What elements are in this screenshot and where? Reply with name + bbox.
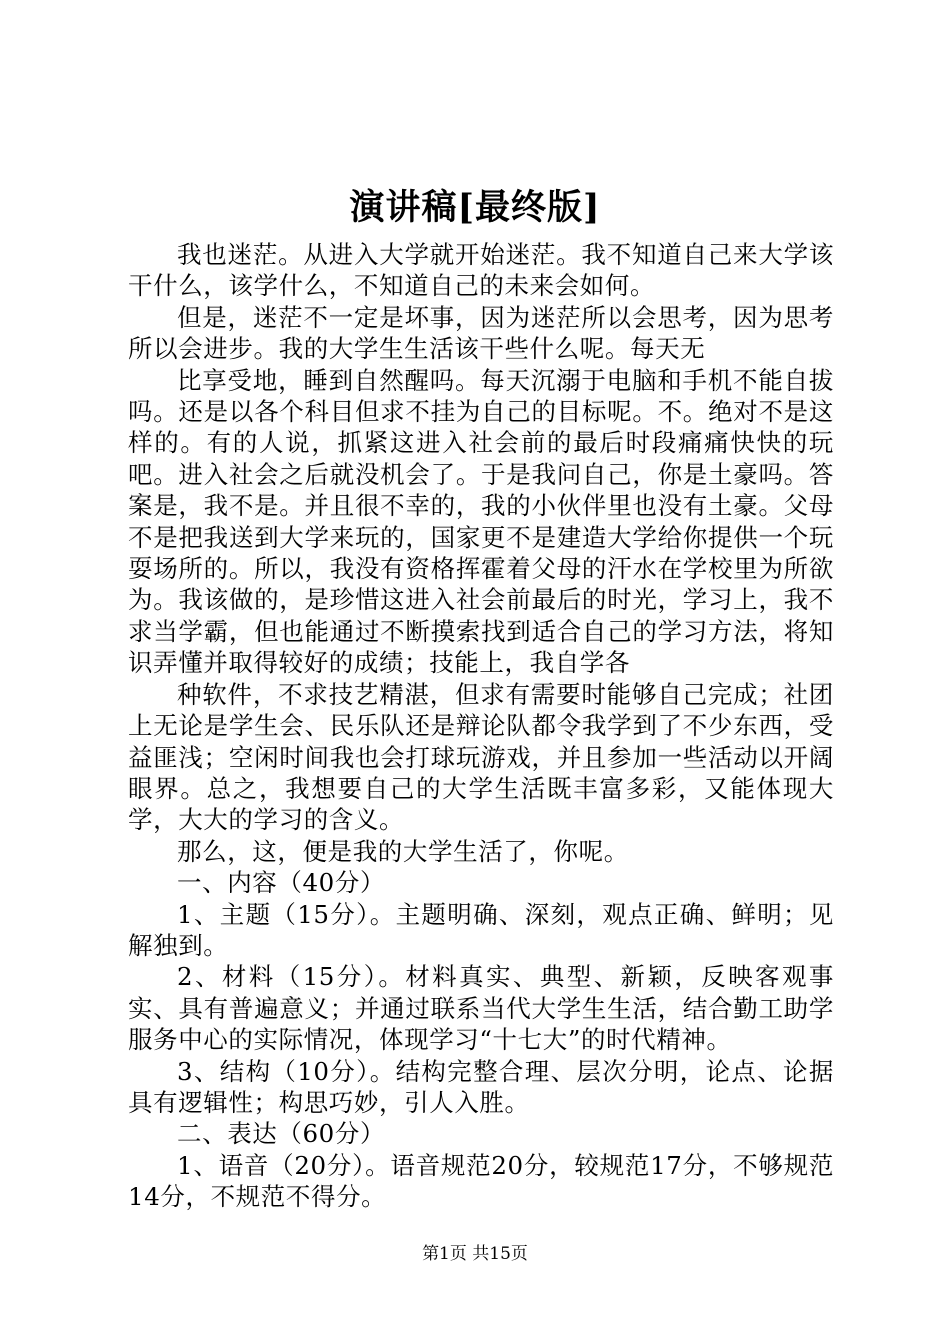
paragraph: 1、主题（15分）。主题明确、深刻，观点正确、鲜明；见解独到。 (128, 899, 834, 960)
paragraph: 那么，这，便是我的大学生活了，你呢。 (177, 836, 629, 866)
paragraph: 比享受地，睡到自然醒吗。每天沉溺于电脑和手机不能自拔吗。还是以各个科目但求不挂为自己的目标呢。不。绝对不是这样的。有的人说，抓紧这进入社会前的最后时段痛痛快快的玩吧。进入社会之后就没机会了。于是我问自己，你是土豪吗。答案是，我不是。并且很不幸的，我的小伙伴里也没有土豪。父母不是把我送到大学来玩的，国家更不是建造大学给你提供一个玩耍场所的。所以，我没有资格挥霍着父母的汗水在学校里为所欲为。我该做的，是珍惜这进入社会前最后的时光，学习上，我不求当学霸，但也能通过不断摸索找到适合自己的学习方法，将知识弄懂并取得较好的成绩；技能上，我自学各 (128, 365, 834, 678)
paragraph: 2、材料（15分）。材料真实、典型、新颖，反映客观事实、具有普遍意义；并通过联系当代大学生生活，结合勤工助学服务中心的实际情况，体现学习“十七大”的时代精神。 (128, 962, 834, 1055)
document-title: 演讲稿[最终版] (349, 187, 601, 228)
document-body (128, 239, 834, 1213)
section-heading: 一、内容（40分） (177, 868, 386, 898)
paragraph: 3、结构（10分）。结构完整合理、层次分明，论点、论据具有逻辑性；构思巧妙，引人入胜。 (128, 1056, 834, 1117)
section-heading: 二、表达（60分） (177, 1119, 386, 1149)
paragraph: 种软件，不求技艺精湛，但求有需要时能够自己完成；社团上无论是学生会、民乐队还是辩论队都令我学到了不少东西，受益匪浅；空闲时间我也会打球玩游戏，并且参加一些活动以开阔眼界。总之，我想要自己的大学生活既丰富多彩，又能体现大学，大大的学习的含义。 (128, 679, 834, 835)
paragraph: 但是，迷茫不一定是坏事，因为迷茫所以会思考，因为思考所以会进步。我的大学生生活该干些什么呢。每天无 (128, 302, 834, 364)
paragraph: 1、语音（20分）。语音规范20分，较规范17分，不够规范14分，不规范不得分。 (128, 1150, 834, 1212)
paragraph: 我也迷茫。从进入大学就开始迷茫。我不知道自己来大学该干什么，该学什么，不知道自己的未来会如何。 (128, 240, 834, 301)
page-footer: 第1页 共15页 (422, 1244, 528, 1264)
